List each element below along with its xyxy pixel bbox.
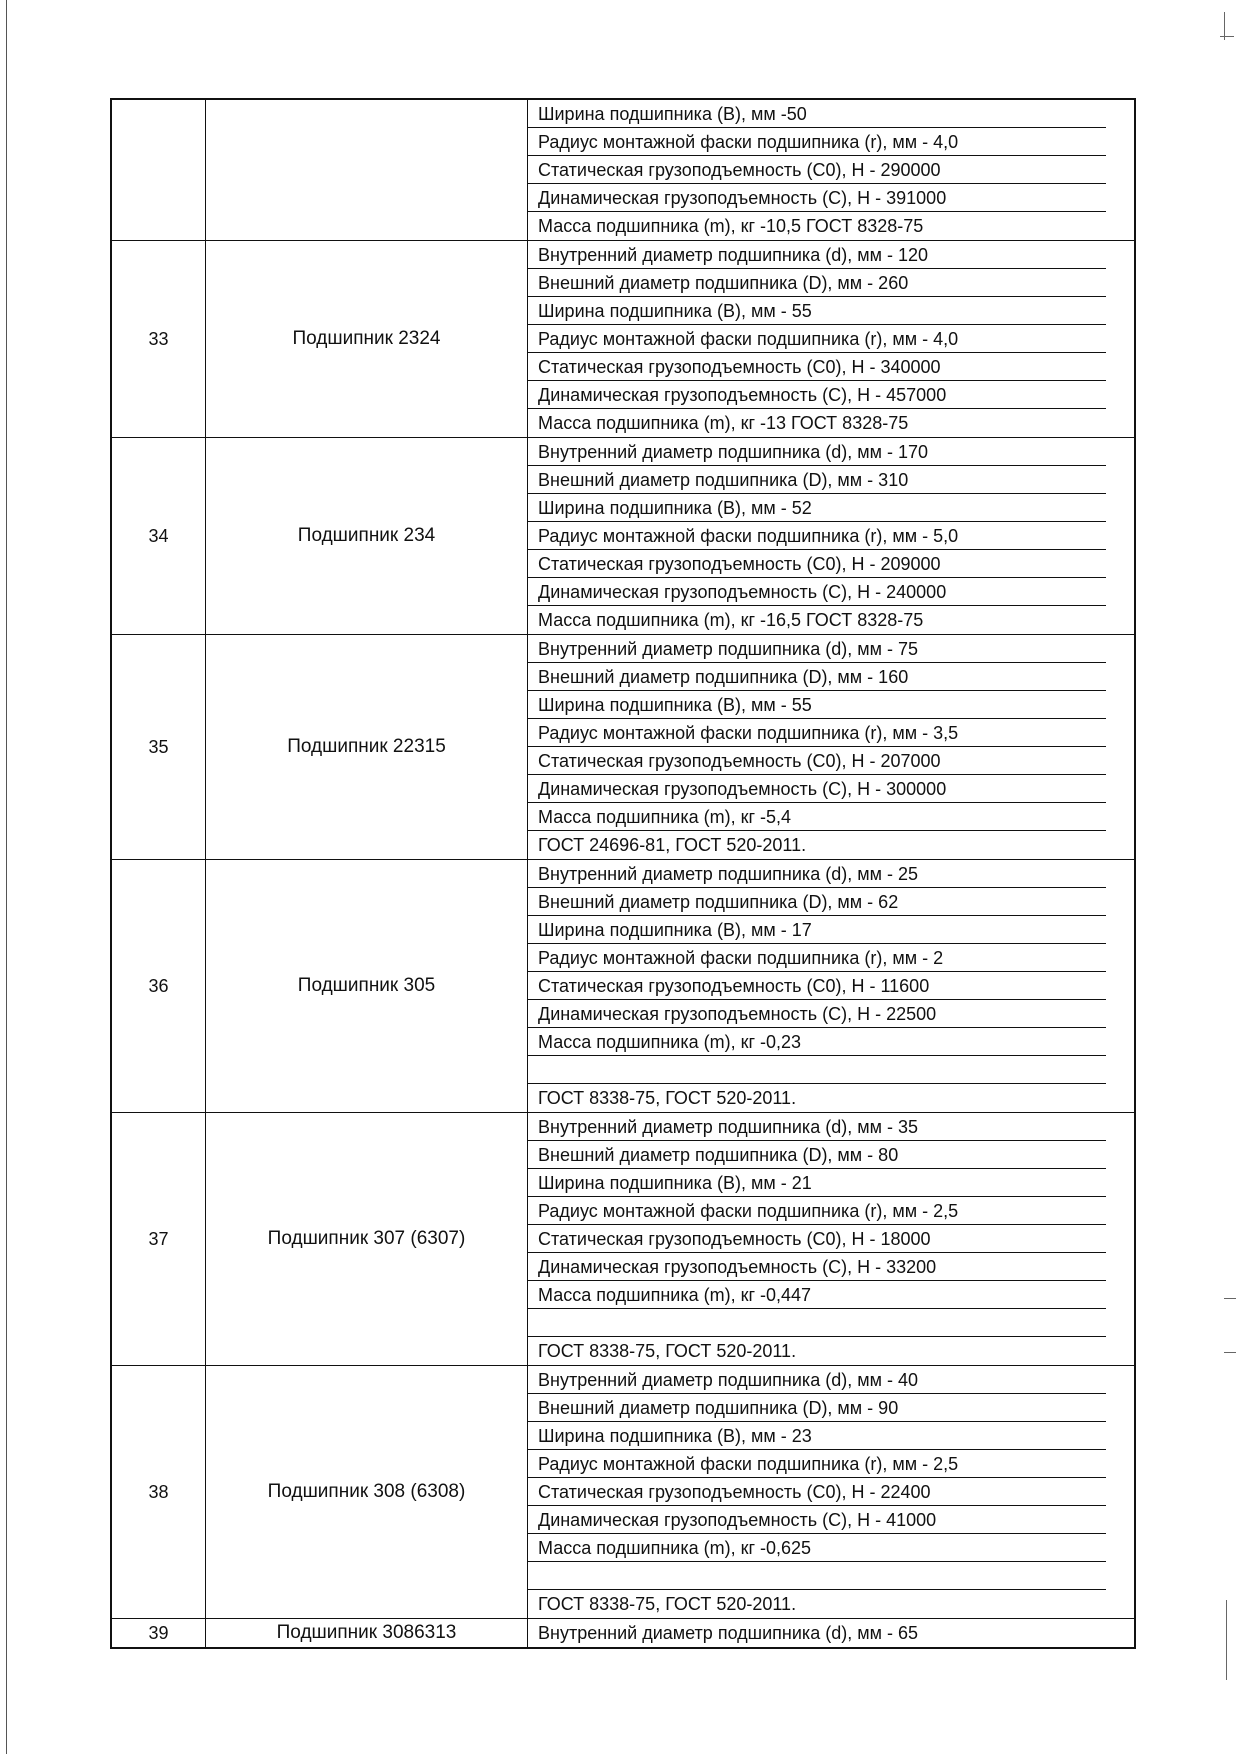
spec-line: Внутренний диаметр подшипника (d), мм - 35: [528, 1113, 1106, 1141]
row-name-cell: [206, 100, 528, 240]
spec-line: Масса подшипника (m), кг -0,23: [528, 1028, 1106, 1056]
spec-list: [528, 635, 1134, 859]
bearing-name: Подшипник 308 (6308): [206, 1366, 528, 1618]
row-number: 33: [112, 241, 206, 437]
spec-line: Статическая грузоподъемность (С0), Н - 290000: [528, 156, 1106, 184]
spec-line: Ширина подшипника (B), мм - 55: [528, 297, 1106, 325]
bearing-name: Подшипник 305: [206, 860, 528, 1112]
spec-list: [528, 100, 1134, 240]
spec-line: Внешний диаметр подшипника (D), мм - 90: [528, 1394, 1106, 1422]
spec-list: [528, 1619, 1134, 1647]
spec-line: Статическая грузоподъемность (С0), Н - 11600: [528, 972, 1106, 1000]
spec-line: Внутренний диаметр подшипника (d), мм - 170: [528, 438, 1106, 466]
spec-line: Внутренний диаметр подшипника (d), мм - 25: [528, 860, 1106, 888]
spec-line: Радиус монтажной фаски подшипника (r), мм - 3,5: [528, 719, 1106, 747]
spec-line: Динамическая грузоподъемность (С), Н - 457000: [528, 381, 1106, 409]
bearing-name: Подшипник 307 (6307): [206, 1113, 528, 1365]
row-number: 39: [112, 1619, 206, 1647]
blank-spec-line: [528, 1309, 1106, 1337]
spec-line: Статическая грузоподъемность (С0), Н - 340000: [528, 353, 1106, 381]
spec-line: Внешний диаметр подшипника (D), мм - 62: [528, 888, 1106, 916]
spec-line: Масса подшипника (m), кг -13 ГОСТ 8328-75: [538, 413, 909, 433]
table-row: [112, 1365, 1134, 1618]
spec-line: ГОСТ 24696-81, ГОСТ 520-2011.: [538, 835, 807, 855]
spec-line: Внутренний диаметр подшипника (d), мм - 75: [528, 635, 1106, 663]
spec-line: Масса подшипника (m), кг -10,5 ГОСТ 8328-75: [538, 216, 924, 236]
spec-line: Динамическая грузоподъемность (С), Н - 22500: [528, 1000, 1106, 1028]
row-number: 35: [112, 635, 206, 859]
spec-line: Масса подшипника (m), кг -0,625: [528, 1534, 1106, 1562]
spec-line: Радиус монтажной фаски подшипника (r), мм - 2,5: [528, 1197, 1106, 1225]
spec-line: Внешний диаметр подшипника (D), мм - 310: [528, 466, 1106, 494]
spec-line: Масса подшипника (m), кг -5,4: [528, 803, 1106, 831]
table-row: [112, 437, 1134, 634]
bearings-spec-table: [110, 98, 1136, 1649]
spec-list: [528, 1113, 1134, 1365]
spec-line: Радиус монтажной фаски подшипника (r), мм - 2: [528, 944, 1106, 972]
spec-line: Ширина подшипника (B), мм - 52: [528, 494, 1106, 522]
spec-line: Динамическая грузоподъемность (С), Н - 391000: [528, 184, 1106, 212]
spec-line: Статическая грузоподъемность (С0), Н - 18000: [528, 1225, 1106, 1253]
table-row-continuation: [112, 100, 1134, 240]
table-row: [112, 1618, 1134, 1647]
table-row: [112, 634, 1134, 859]
spec-line: Внутренний диаметр подшипника (d), мм - 65: [538, 1623, 918, 1643]
spec-line: Динамическая грузоподъемность (С), Н - 300000: [528, 775, 1106, 803]
spec-line: ГОСТ 8338-75, ГОСТ 520-2011.: [538, 1088, 797, 1108]
bearing-name: Подшипник 22315: [206, 635, 528, 859]
scan-mark: [1224, 1298, 1236, 1299]
spec-line: Динамическая грузоподъемность (С), Н - 240000: [528, 578, 1106, 606]
spec-list: [528, 860, 1134, 1112]
spec-list: [528, 438, 1134, 634]
spec-line: Статическая грузоподъемность (С0), Н - 209000: [528, 550, 1106, 578]
spec-line: Радиус монтажной фаски подшипника (r), мм - 2,5: [528, 1450, 1106, 1478]
bearing-name: Подшипник 3086313: [206, 1619, 528, 1647]
spec-list: [528, 241, 1134, 437]
blank-spec-line: [528, 1562, 1106, 1590]
page-edge-line: [6, 0, 7, 1754]
spec-line: ГОСТ 8338-75, ГОСТ 520-2011.: [538, 1594, 797, 1614]
spec-line: Радиус монтажной фаски подшипника (r), мм - 5,0: [528, 522, 1106, 550]
spec-line: Внешний диаметр подшипника (D), мм - 260: [528, 269, 1106, 297]
spec-line: Радиус монтажной фаски подшипника (r), мм - 4,0: [528, 128, 1106, 156]
spec-line: Ширина подшипника (B), мм - 55: [528, 691, 1106, 719]
spec-line: Внешний диаметр подшипника (D), мм - 160: [528, 663, 1106, 691]
spec-line: Масса подшипника (m), кг -0,447: [528, 1281, 1106, 1309]
spec-line: Ширина подшипника (B), мм -50: [528, 100, 1106, 128]
scan-mark: [1226, 1600, 1227, 1680]
spec-line: Внутренний диаметр подшипника (d), мм - 40: [528, 1366, 1106, 1394]
table-row: [112, 1112, 1134, 1365]
spec-line: Внешний диаметр подшипника (D), мм - 80: [528, 1141, 1106, 1169]
spec-line: ГОСТ 8338-75, ГОСТ 520-2011.: [538, 1341, 797, 1361]
spec-line: Динамическая грузоподъемность (С), Н - 41000: [528, 1506, 1106, 1534]
row-number: 38: [112, 1366, 206, 1618]
blank-spec-line: [528, 1056, 1106, 1084]
spec-line: Статическая грузоподъемность (С0), Н - 22400: [528, 1478, 1106, 1506]
spec-line: Статическая грузоподъемность (С0), Н - 207000: [528, 747, 1106, 775]
row-number: 36: [112, 860, 206, 1112]
scan-mark: [1224, 1352, 1236, 1353]
bearing-name: Подшипник 234: [206, 438, 528, 634]
table-row: [112, 859, 1134, 1112]
row-number: 37: [112, 1113, 206, 1365]
spec-line: Масса подшипника (m), кг -16,5 ГОСТ 8328-75: [538, 610, 924, 630]
spec-line: Радиус монтажной фаски подшипника (r), мм - 4,0: [528, 325, 1106, 353]
spec-line: Ширина подшипника (B), мм - 23: [528, 1422, 1106, 1450]
row-number: 34: [112, 438, 206, 634]
scan-mark: [1220, 36, 1234, 37]
spec-line: Ширина подшипника (B), мм - 17: [528, 916, 1106, 944]
row-number-cell: [112, 100, 206, 240]
spec-list: [528, 1366, 1134, 1618]
table-row: [112, 240, 1134, 437]
spec-line: Внутренний диаметр подшипника (d), мм - 120: [528, 241, 1106, 269]
spec-line: Ширина подшипника (B), мм - 21: [528, 1169, 1106, 1197]
bearing-name: Подшипник 2324: [206, 241, 528, 437]
spec-line: Динамическая грузоподъемность (С), Н - 33200: [528, 1253, 1106, 1281]
